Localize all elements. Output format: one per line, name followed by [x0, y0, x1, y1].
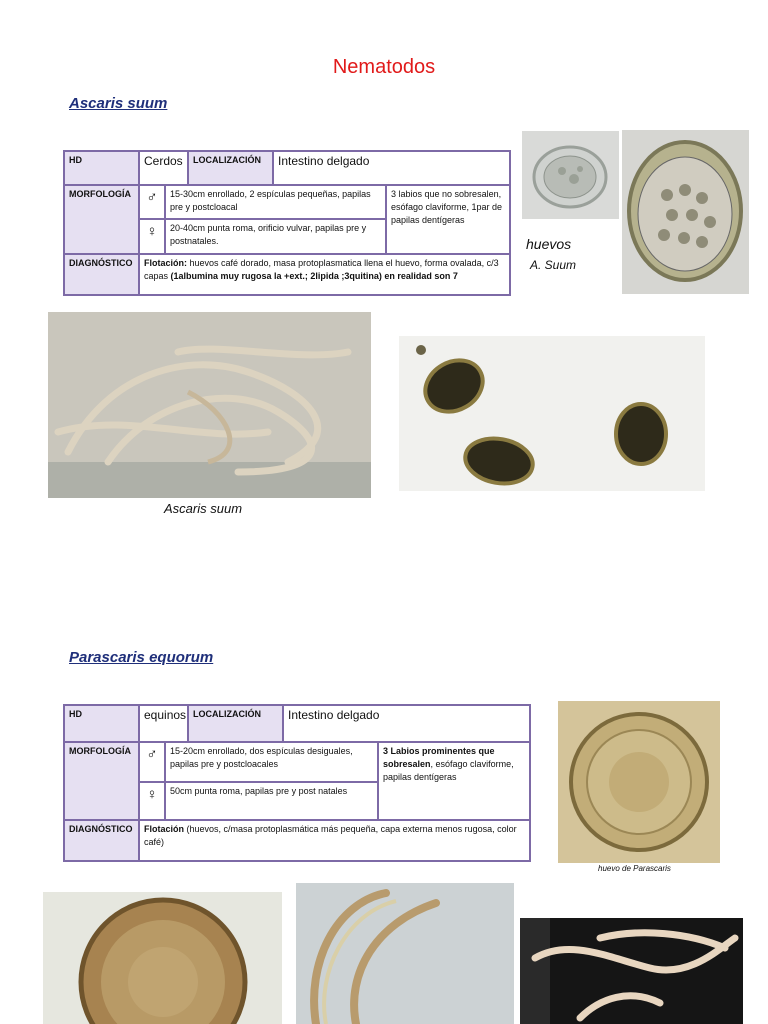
diag-bold-2: (1albumina muy rugosa la +ext.; 2lipida ;3quitina) en realidad son 7: [170, 271, 458, 281]
diagnostico-label: DIAGNÓSTICO: [64, 820, 139, 861]
diag-text: (huevos, c/masa protoplasmática más pequeña, capa externa menos rugosa, color café): [144, 824, 517, 847]
ascaris-table: [63, 150, 511, 296]
morfologia-label: MORFOLOGÍA: [64, 742, 139, 820]
hd-label: HD: [64, 151, 139, 185]
diagnostico-label: DIAGNÓSTICO: [64, 254, 139, 295]
ascaris-worm-photo: [48, 312, 371, 498]
parascaris-worm-photo: [296, 883, 514, 1024]
morfologia-label: MORFOLOGÍA: [64, 185, 139, 254]
mouth-text: , esófago claviforme, papilas dentígeras: [383, 759, 514, 782]
female-symbol-icon: ♀: [139, 219, 165, 254]
hd-label: HD: [64, 705, 139, 742]
diag-bold-1: Flotación:: [144, 258, 187, 268]
hd-value: Cerdos: [139, 151, 188, 185]
section-heading-ascaris: Ascaris suum: [69, 95, 168, 112]
diagnostico-value: [139, 254, 510, 295]
female-symbol-icon: ♀: [139, 782, 165, 820]
hd-value: equinos: [139, 705, 188, 742]
diag-text: huevos café dorado, masa protoplasmatica llena el huevo, forma ovalada, c/3 capas: [144, 258, 499, 281]
localizacion-value: Intestino delgado: [273, 151, 510, 185]
female-description: 20-40cm punta roma, orificio vulvar, papilas pre y postnatales.: [165, 219, 386, 254]
localizacion-label: LOCALIZACIÓN: [188, 151, 273, 185]
section-heading-parascaris: Parascaris equorum: [69, 649, 214, 666]
parascaris-table: [63, 704, 531, 862]
worm-caption: Ascaris suum: [164, 501, 243, 516]
ascaris-eggs-field-photo: [399, 336, 705, 491]
mouth-bold: 3 Labios prominentes que sobresalen: [383, 746, 495, 769]
male-description: 15-30cm enrollado, 2 espículas pequeñas, papilas pre y postcloacal: [165, 185, 386, 219]
eggs-caption-line-1: huevos: [526, 236, 572, 252]
ascaris-egg-photo-small: [522, 131, 619, 219]
localizacion-label: LOCALIZACIÓN: [188, 705, 283, 742]
male-symbol-icon: ♂: [139, 742, 165, 782]
eggs-caption-line-2: A. Suum: [530, 258, 577, 272]
male-description: 15-20cm enrollado, dos espículas desiguales, papilas pre y postcloacales: [165, 742, 378, 782]
localizacion-value: Intestino delgado: [283, 705, 530, 742]
parascaris-worm-photo-2: [520, 918, 743, 1024]
parascaris-egg-caption: huevo de Parascaris: [598, 864, 671, 873]
page-title: Nematodos: [332, 56, 436, 78]
parascaris-egg-photo-2: [43, 892, 282, 1024]
male-symbol-icon: ♂: [139, 185, 165, 219]
female-description: 50cm punta roma, papilas pre y post natales: [165, 782, 378, 820]
mouth-description: 3 labios que no sobresalen, esófago claviforme, 1par de papilas dentígeras: [386, 185, 510, 254]
diagnostico-value: [139, 820, 530, 861]
mouth-description: [378, 742, 530, 820]
parascaris-egg-photo: [558, 701, 720, 863]
diag-bold-1: Flotación: [144, 824, 184, 834]
ascaris-egg-photo-large: [622, 130, 749, 294]
